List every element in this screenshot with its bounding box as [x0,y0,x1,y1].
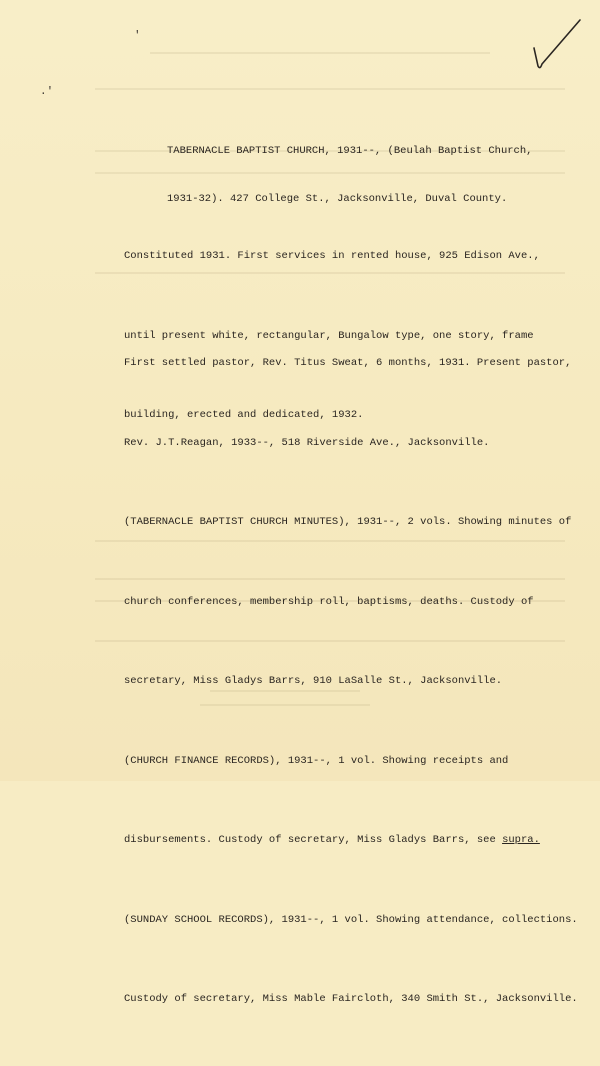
paragraph-line: (SUNDAY SCHOOL RECORDS), 1931--, 1 vol. Showing attendance, collections. [124,913,578,926]
paragraph-line: church conferences, membership roll, baptisms, deaths. Custody of [124,595,534,608]
stray-mark: ' [134,30,141,42]
records-paragraph [124,297,578,1066]
heading-line: TABERNACLE BAPTIST CHURCH, 1931--, (Beulah Baptist Church, [167,145,533,157]
bleed-through-line [95,88,565,90]
heading-line: 1931-32). 427 College St., Jacksonville, Duval County. [167,193,508,205]
paragraph-line: First settled pastor, Rev. Titus Sweat, 6 months, 1931. Present pastor, [124,357,572,369]
paragraph-line: Constituted 1931. First services in rented house, 925 Edison Ave., [124,250,540,262]
check-mark-icon [528,18,588,78]
bleed-through-line [150,52,490,54]
paragraph-line [124,827,564,854]
paragraph-line: Custody of secretary, Miss Mable Faircloth, 340 Smith St., Jacksonville. [124,993,578,1005]
paragraph-line: (CHURCH FINANCE RECORDS), 1931--, 1 vol. Showing receipts and [124,754,509,767]
paragraph-line: until present white, rectangular, Bungalow type, one story, frame [124,329,534,342]
paragraph-line: building, erected and dedicated, 1932. [124,409,364,421]
paragraph-line: Rev. J.T.Reagan, 1933--, 518 Riverside Ave., Jacksonville. [124,436,490,449]
underlined-reference: supra. [502,834,540,846]
paragraph-line: (TABERNACLE BAPTIST CHURCH MINUTES), 1931--, 2 vols. Showing minutes of [124,516,572,528]
stray-mark: .' [40,86,54,98]
paragraph-line: secretary, Miss Gladys Barrs, 910 LaSalle St., Jacksonville. [124,675,503,687]
paragraph-text: disbursements. Custody of secretary, Miss Gladys Barrs, see [124,834,503,846]
